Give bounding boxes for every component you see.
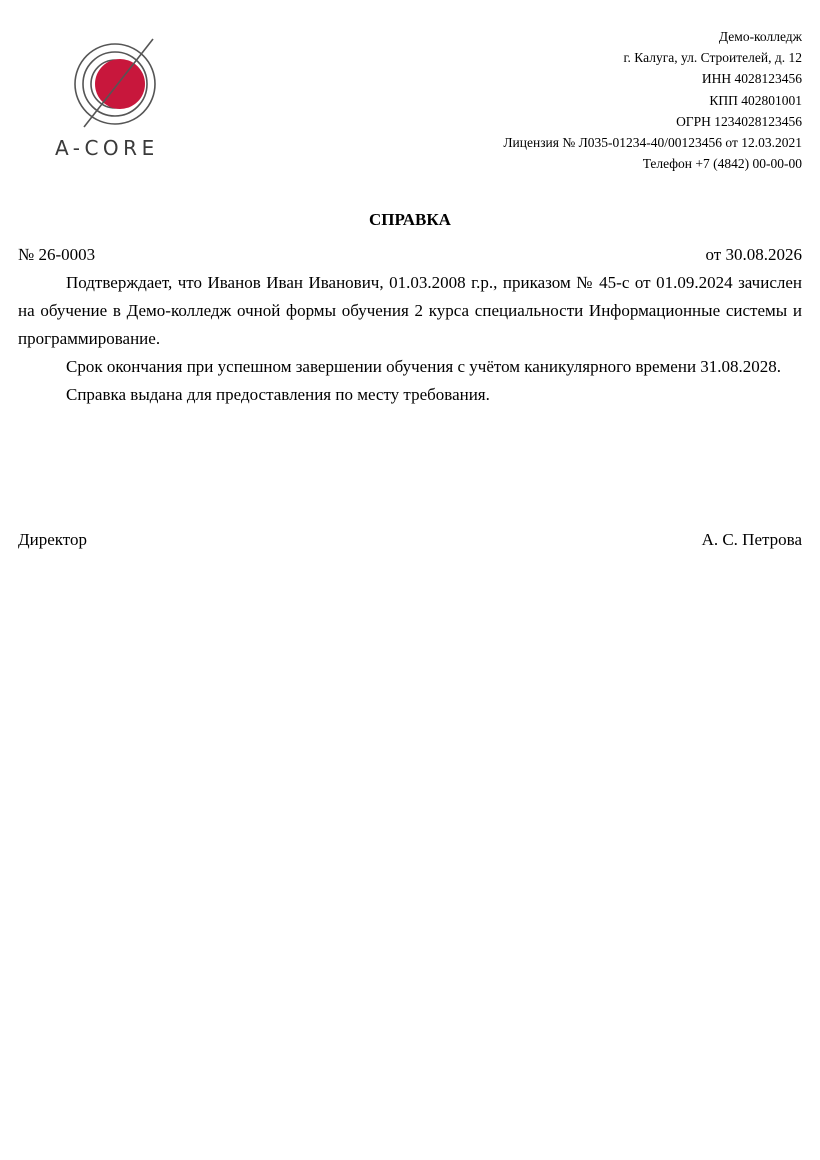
document-number-row: [18, 245, 802, 265]
organization-ogrn: ОГРН 1234028123456: [676, 113, 802, 129]
body-paragraph: Справка выдана для предоставления по месту требования.: [66, 385, 490, 404]
logo-text: A-CORE: [55, 136, 159, 160]
organization-address: г. Калуга, ул. Строителей, д. 12: [623, 50, 802, 66]
document-number: № 26-0003: [18, 245, 96, 264]
logo: [55, 34, 185, 164]
signer-position: Директор: [18, 530, 87, 549]
organization-requisites: [503, 26, 802, 174]
document-date: от 30.08.2026: [705, 245, 802, 264]
signer-name: А. С. Петрова: [701, 530, 802, 549]
document-body: [18, 269, 802, 409]
organization-inn: ИНН 4028123456: [701, 71, 802, 87]
document-title: СПРАВКА: [369, 210, 451, 229]
organization-kpp: КПП 402801001: [709, 92, 802, 108]
a-core-logo-icon: [70, 34, 170, 134]
body-paragraph: Срок окончания при успешном завершении обучения с учётом каникулярного времени 31.08.2028.: [66, 357, 782, 376]
organization-name: Демо-колледж: [718, 29, 802, 44]
organization-license: Лицензия № Л035-01234-40/00123456 от 12.03.2021: [503, 135, 802, 151]
signature-row: [18, 530, 802, 550]
body-paragraph: Подтверждает, что Иванов Иван Иванович, 01.03.2008 г.р., приказом № 45-с от 01.09.2024 зачислен на обучение в Демо-колледж очной формы обучения 2 курса специальности Информационные системы и программирование.: [18, 273, 802, 348]
organization-phone: Телефон +7 (4842) 00-00-00: [642, 156, 802, 172]
